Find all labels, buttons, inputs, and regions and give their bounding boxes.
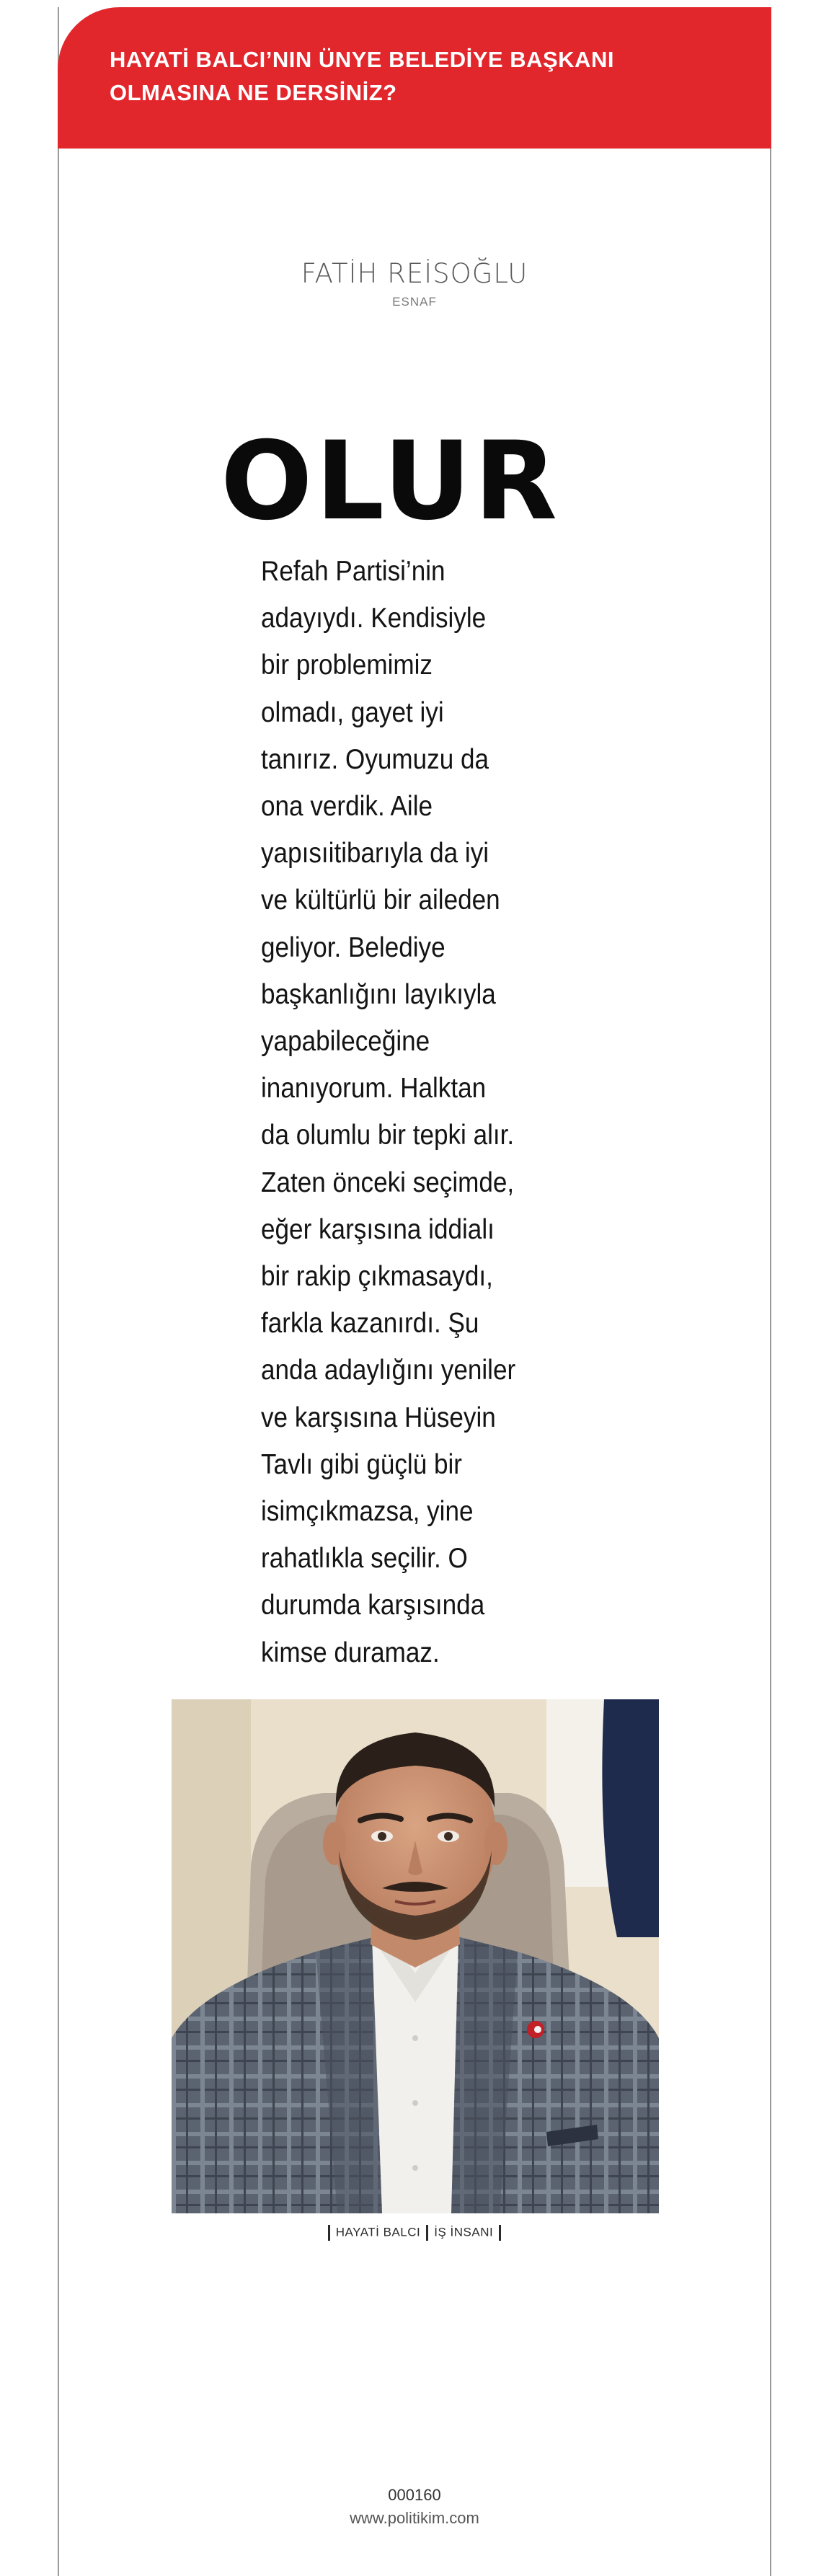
answer-line: Refah Partisi’nin	[261, 556, 445, 587]
answer-line: kimse duramaz.	[261, 1637, 440, 1668]
answer-line: isimçıkmazsa, yine	[261, 1496, 474, 1528]
answer-headline: OLUR	[221, 419, 561, 544]
answer-line: yapısıitibarıyla da iyi	[261, 838, 489, 869]
answer-line: bir problemimiz	[261, 650, 433, 681]
question-header	[58, 7, 771, 149]
answer-line: yapabileceğine	[261, 1026, 430, 1058]
question-title: HAYATİ BALCI’NIN ÜNYE BELEDİYE BAŞKANI OLMASINA NE DERSİNİZ?	[110, 47, 614, 105]
answer-line: adayıydı. Kendisiyle	[261, 603, 487, 634]
answer-line: ona verdik. Aile	[261, 791, 433, 823]
respondent-name: FATİH REİSOĞLU	[301, 258, 528, 289]
caption-divider	[426, 2225, 428, 2241]
respondent-title: ESNAF	[392, 295, 437, 309]
answer-line: da olumlu bir tepki alır.	[261, 1120, 515, 1151]
answer-line: başkanlığını layıkıyla	[261, 978, 496, 1010]
caption-role: İŞ İNSANI	[434, 2225, 494, 2239]
answer-line: Zaten önceki seçimde,	[261, 1167, 515, 1198]
answer-line: Tavlı gibi güçlü bir	[261, 1448, 462, 1480]
answer-line: tanırız. Oyumuzu da	[261, 743, 489, 775]
answer-line: anda adaylığını yeniler	[261, 1355, 516, 1386]
answer-line: durumda karşısında	[261, 1590, 485, 1621]
caption-divider	[328, 2225, 330, 2241]
answer-line: farkla kazanırdı. Şu	[261, 1308, 479, 1340]
caption-divider	[499, 2225, 501, 2241]
answer-line: rahatlıkla seçilir. O	[261, 1543, 468, 1575]
caption-name: HAYATİ BALCI	[335, 2225, 421, 2239]
answer-line: inanıyorum. Halktan	[261, 1073, 487, 1105]
answer-body	[261, 548, 533, 1676]
answer-line: bir rakip çıkmasaydı,	[261, 1261, 493, 1293]
respondent-block	[58, 258, 771, 309]
answer-line: ve kültürlü bir aileden	[261, 885, 500, 916]
site-url[interactable]: www.politikim.com	[350, 2509, 479, 2527]
answer-line: eğer karşısına iddialı	[261, 1213, 495, 1245]
answer-line: geliyor. Belediye	[261, 931, 445, 963]
page-footer	[58, 2484, 771, 2530]
page-number: 000160	[388, 2486, 441, 2504]
answer-line: ve karşısına Hüseyin	[261, 1402, 496, 1433]
photo-caption	[58, 2225, 771, 2241]
portrait-photo	[172, 1699, 659, 2213]
portrait-illustration	[172, 1699, 659, 2213]
answer-line: olmadı, gayet iyi	[261, 696, 444, 728]
